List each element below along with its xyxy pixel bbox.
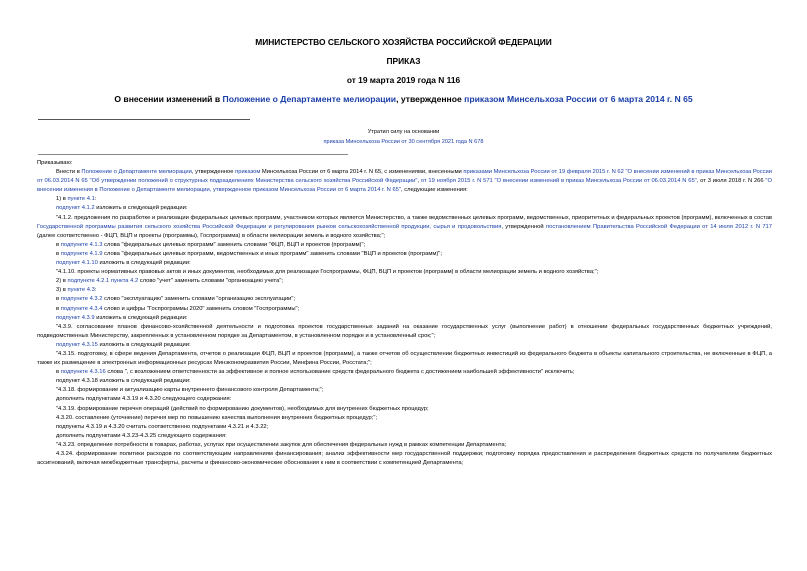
text-run: слово "учет" заменить словами "организацию учета"; xyxy=(138,278,283,285)
text-run: 2) в xyxy=(56,278,68,285)
paragraph xyxy=(37,204,772,213)
paragraph-4-1-2 xyxy=(37,214,772,241)
divider xyxy=(38,119,250,120)
order-word: Приказываю: xyxy=(37,160,73,166)
document-link[interactable]: Государственной программы развития сельского хозяйства Российской Федерации и регулирования рынков сельскохозяйственной продукции, сырья и продовольствия xyxy=(37,223,502,230)
subject-middle: , утвержденное xyxy=(396,94,465,104)
document-link[interactable]: подпункт 4.1.2 xyxy=(56,205,95,212)
document-link[interactable]: подпункте 4.1.9 xyxy=(60,250,103,257)
ministry-title: МИНИСТЕРСТВО СЕЛЬСКОГО ХОЗЯЙСТВА РОССИЙСКОЙ ФЕДЕРАЦИИ xyxy=(255,37,552,47)
paragraph: "4.1.10. проекты нормативных правовых актов и иных документов, необходимых для реализации Госпрограммы, ФЦП, ВЦП и проектов (программ) в области мелиорации земель и водного хозяйства;"; xyxy=(56,269,599,276)
text-run: изложить в следующей редакции: xyxy=(97,341,191,348)
paragraph xyxy=(37,195,772,204)
document-link[interactable]: подпункте 4.3.16 xyxy=(60,369,106,376)
document-link[interactable]: подпункте 4.1.3 xyxy=(60,241,103,248)
text-run: , утвержденное xyxy=(191,169,236,176)
document-link[interactable]: пункте 4.3 xyxy=(67,287,95,294)
text-run: изложить в следующей редакции: xyxy=(94,205,188,212)
paragraph xyxy=(37,241,772,250)
text-run: 3) в xyxy=(56,287,68,294)
document-link[interactable]: от 19 ноября 2015 г. N 571 "О внесении изменений в приказ Минсельхоза России от 06.03.2014 N 65" xyxy=(420,178,697,185)
text-run: изложить в следующей редакции: xyxy=(97,260,191,267)
doc-type: ПРИКАЗ xyxy=(386,56,421,66)
paragraph xyxy=(37,314,772,323)
paragraph xyxy=(37,259,772,268)
paragraph-4-3-15: "4.3.15. подготовку, в сфере ведения Департамента, отчетов о реализации ФЦП, ВЦП и проектов (программ), а также отчетов об осуществлении бюджетных инвестиций из федерального бюджета в объекты капитального строительства, не включенные в ФЦП, а также их размещение в электронных информационных ресурсах Минэкономразвития России, Минфина России, Росстата;"; xyxy=(37,350,772,367)
text-run: в xyxy=(56,241,61,248)
paragraph: подпункты 4.3.19 и 4.3.20 считать соответственно подпунктами 4.3.21 и 4.3.22; xyxy=(56,423,269,430)
text-run: слова "федеральных целевых программ" заменить словами "ФЦП, ВЦП и проектов (программ)"; xyxy=(102,241,366,248)
paragraph xyxy=(37,277,772,286)
doc-date-number: от 19 марта 2019 года N 116 xyxy=(346,75,461,85)
paragraph: дополнить подпунктами 4.3.19 и 4.3.20 следующего содержания: xyxy=(56,396,232,403)
text-run: в xyxy=(56,369,61,376)
paragraph xyxy=(37,368,772,377)
status-note-link[interactable]: приказа Минсельхоза России от 30 сентября 2021 года N 678 xyxy=(323,139,484,145)
document-link[interactable]: подпункте 4.3.2 xyxy=(60,296,103,303)
text-run: в xyxy=(56,296,61,303)
text-run: "4.1.2. предложения по разработке и реализации федеральных целевых программ, участником которых является Министерство, а также ведомственных целевых программ, ведомственных, приоритетных и федеральных проектов (программ), включенных в состав xyxy=(56,214,772,221)
subject-link-order[interactable]: приказом Минсельхоза России от 6 марта 2014 г. N 65 xyxy=(464,94,693,104)
paragraph xyxy=(37,295,772,304)
document-link[interactable]: приказом xyxy=(235,169,261,176)
subject-link-regulation[interactable]: Положение о Департаменте мелиорации xyxy=(222,94,397,104)
text-run: слова ", с возложением ответственности за эффективное и полное использование средств федерального бюджета с достижением наибольшей эффективности" исключить; xyxy=(105,369,575,376)
paragraph: "4.3.19. формирование перечня операций (действий по формированию документов), необходимых для внутренних бюджетных процедур; xyxy=(56,405,429,412)
document-link[interactable]: подпункте 4.2.1 пункта 4.2 xyxy=(67,278,139,285)
paragraph: дополнить подпунктами 4.3.23-4.3.25 следующего содержания: xyxy=(56,432,227,439)
text-run: в xyxy=(56,250,61,257)
text-run: изложить в следующей редакции: xyxy=(94,314,188,321)
text-run: , от 3 июля 2018 г. N 266 xyxy=(696,178,766,185)
document-link[interactable]: подпункт 4.1.10 xyxy=(56,260,98,267)
text-run: 1) в xyxy=(56,196,68,203)
text-run: : xyxy=(94,287,97,294)
text-run: слово и цифры "Госпрограммы 2020" заменить словом "Госпрограммы"; xyxy=(102,305,300,312)
paragraph xyxy=(37,286,772,295)
divider xyxy=(38,154,348,155)
paragraph: подпункт 4.3.18 изложить в следующей редакции: xyxy=(56,378,191,385)
paragraph-4-3-9: "4.3.9. согласование планов финансово-хозяйственной деятельности и подготовка проектов государственных заданий на оказание государственных услуг (выполнение работ) в отношении федеральных государственных бюджетных учреждений, подведомственных Министерству, закрепленных в установленном порядке за Департаментом, в установленном порядке и в установленный срок;"; xyxy=(37,323,772,339)
text-run: , следующие изменения: xyxy=(400,187,468,194)
paragraph-4-3-24: 4.3.24. формирование политики расходов по соответствующим направлениям финансирования; анализ эффективности мер государственной поддержки; подготовку порядка предоставления и распределения бюджетных средств по получателям бюджетных ассигнований, включая межбюджетные трансферты, расчеты и финансово-экономические обоснования к ним в соответствии с компетенцией Департамента; xyxy=(37,451,772,467)
text-run: : xyxy=(94,196,97,203)
paragraph: "4.3.23. определение потребности в товарах, работах, услугах при осуществлении закупок для обеспечения федеральных нужд в рамках компетенции Департамента; xyxy=(56,441,507,448)
paragraph-intro xyxy=(37,168,772,195)
document-body xyxy=(37,159,772,468)
paragraph xyxy=(37,305,772,314)
text-run: в xyxy=(56,305,61,312)
document-link[interactable]: подпункте 4.3.4 xyxy=(60,305,103,312)
document-link[interactable]: пункте 4.1 xyxy=(67,196,95,203)
paragraph xyxy=(37,341,772,350)
document-link[interactable]: "О внесении изменения в Положение о Департаменте мелиорации, утвержденное приказом Минсельхоза России от 6 марта 2014 г. N 65" xyxy=(37,178,772,194)
subject-prefix: О внесении изменений в xyxy=(114,94,223,104)
document-link[interactable]: приказами Минсельхоза России от 19 февраля 2015 г. N 62 "О внесении изменений в приказ Минсельхоза России от 06.03.2014 N 65 "Об утверждении положений о структурных подразделениях Министерства сельского хозяйства Российской Федерации" xyxy=(37,169,772,185)
text-run: слово "эксплуатацию" заменить словами "организацию эксплуатации"; xyxy=(102,296,296,303)
text-run: , xyxy=(417,178,421,185)
document-link[interactable]: подпункт 4.3.15 xyxy=(56,341,98,348)
text-run: Минсельхоза России от 6 марта 2014 г. N 65, с изменениями, внесенными xyxy=(260,169,464,176)
paragraph: "4.3.18. формирование и актуализацию карты внутреннего финансового контроля Департамента;"; xyxy=(56,387,324,394)
paragraph xyxy=(37,250,772,259)
status-note-text: Утратил силу на основании xyxy=(367,129,440,135)
text-run: Внести в xyxy=(56,169,82,176)
document-link[interactable]: Положение о Департаменте мелиорации xyxy=(81,169,192,176)
doc-subject xyxy=(0,94,807,104)
paragraph: 4.3.20. составление (уточнение) перечня мер по повышению качества выполнения внутренних бюджетных процедур;"; xyxy=(56,414,378,421)
document-link[interactable]: постановлением Правительства Российской Федерации от 14 июля 2012 г. N 717 xyxy=(545,223,773,230)
text-run: , утвержденной xyxy=(501,223,546,230)
text-run: (далее соответственно - ФЦП, ВЦП и проекты (программы), Госпрограмма) в области мелиорации земель и водного хозяйства;"; xyxy=(37,232,386,239)
text-run: слова "федеральных целевых программ, ведомственных и иных программ" заменить словами "ВЦП и проектов (программ)"; xyxy=(102,250,442,257)
document-link[interactable]: подпункт 4.3.9 xyxy=(56,314,95,321)
